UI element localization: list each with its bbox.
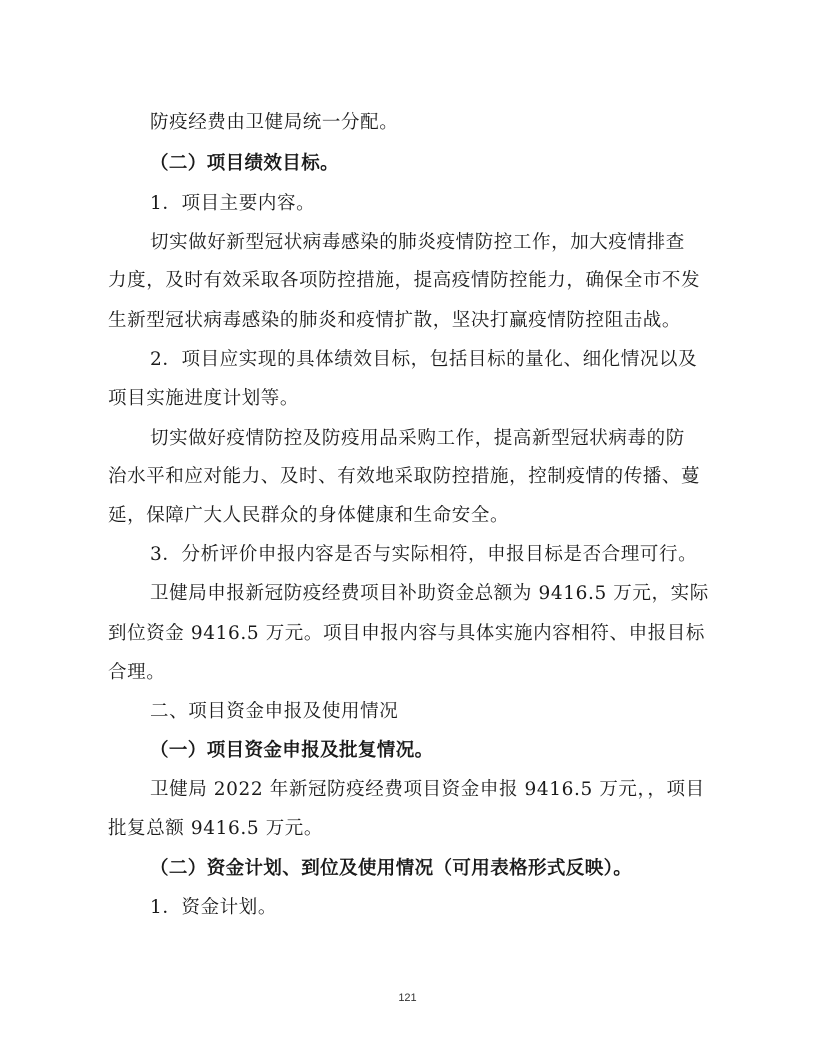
numbered-item: 1．资金计划。	[150, 897, 277, 918]
paragraph-line: 到位资金 9416.5 万元。项目申报内容与具体实施内容相符、申报目标	[108, 623, 705, 644]
section-heading: （一）项目资金申报及批复情况。	[150, 740, 434, 761]
paragraph-line: 延，保障广大人民群众的身体健康和生命安全。	[108, 505, 510, 526]
paragraph-line: 项目实施进度计划等。	[108, 388, 300, 409]
page-number: 121	[398, 992, 417, 1004]
paragraph-line: 合理。	[108, 662, 166, 683]
numbered-item: 2．项目应实现的具体绩效目标，包括目标的量化、细化情况以及	[150, 349, 698, 370]
paragraph-line: 力度，及时有效采取各项防控措施，提高疫情防控能力，确保全市不发	[108, 270, 701, 291]
paragraph-line: 批复总额 9416.5 万元。	[108, 818, 323, 839]
paragraph-line: 切实做好新型冠状病毒感染的肺炎疫情防控工作，加大疫情排查	[150, 232, 685, 253]
paragraph-line: 卫健局 2022 年新冠防疫经费项目资金申报 9416.5 万元，，项目	[150, 779, 705, 800]
section-heading: （二）项目绩效目标。	[150, 153, 340, 174]
paragraph-line: 切实做好疫情防控及防疫用品采购工作，提高新型冠状病毒的防	[150, 428, 685, 449]
numbered-item: 1．项目主要内容。	[150, 193, 316, 214]
paragraph-line: 治水平和应对能力、及时、有效地采取防控措施，控制疫情的传播、蔓	[108, 466, 701, 487]
paragraph-line: 生新型冠状病毒感染的肺炎和疫情扩散，坚决打赢疫情防控阻击战。	[108, 310, 682, 331]
numbered-item: 3．分析评价申报内容是否与实际相符，申报目标是否合理可行。	[150, 544, 698, 565]
paragraph-line: 卫健局申报新冠防疫经费项目补助资金总额为 9416.5 万元，实际	[150, 583, 709, 604]
paragraph-line: 防疫经费由卫健局统一分配。	[150, 112, 399, 133]
section-heading: （二）资金计划、到位及使用情况（可用表格形式反映）。	[150, 858, 633, 879]
section-heading: 二、项目资金申报及使用情况	[150, 701, 399, 722]
